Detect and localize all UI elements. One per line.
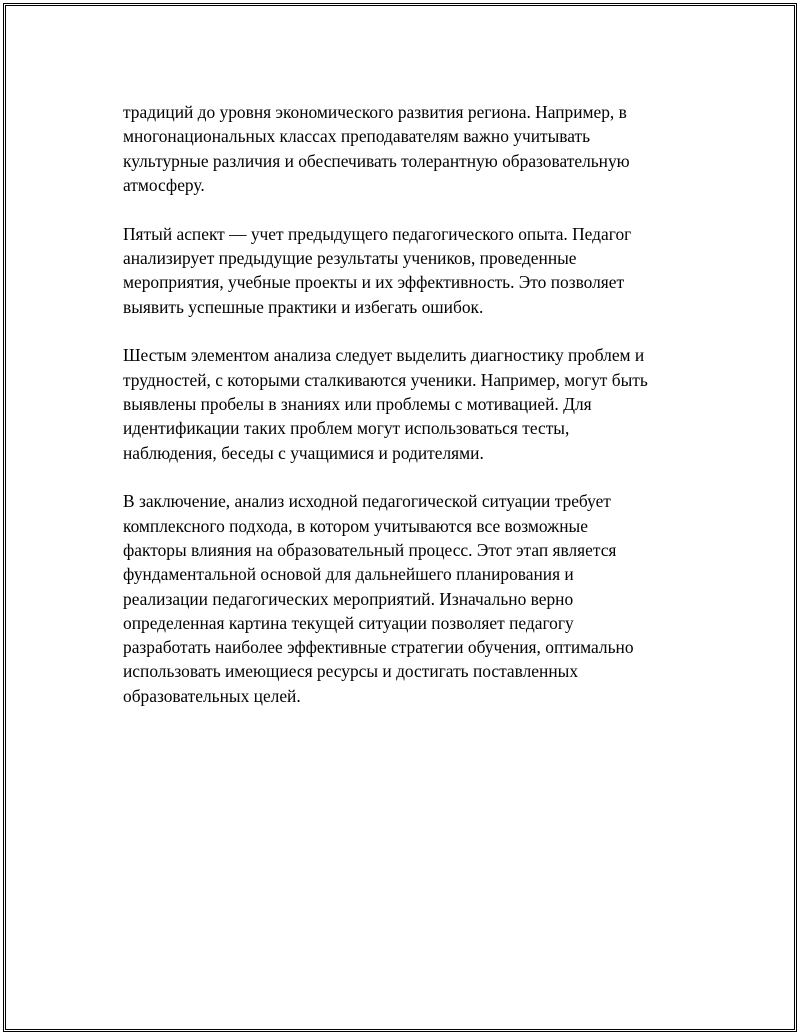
paragraph-4 (123, 489, 693, 708)
text-line: факторы влияния на образовательный процесс. Этот этап является (123, 539, 617, 560)
text-line: культурные различия и обеспечивать толерантную образовательную (123, 150, 630, 171)
text-line: многонациональных классах преподавателям важно учитывать (123, 126, 591, 147)
text-line: комплексного подхода, в котором учитываются все возможные (123, 515, 588, 536)
text-line: идентификации таких проблем могут использоваться тесты, (123, 418, 570, 439)
document-body (123, 100, 693, 733)
text-line: выявлены пробелы в знаниях или проблемы с мотивацией. Для (123, 393, 592, 414)
text-line: Шестым элементом анализа следует выделить диагностику проблем и (123, 345, 645, 366)
text-line: традиций до уровня экономического развития региона. Например, в (123, 102, 627, 122)
paragraph-3 (123, 343, 693, 464)
page-frame (3, 3, 797, 1032)
text-line: образовательных целей. (123, 685, 301, 706)
text-line: В заключение, анализ исходной педагогической ситуации требует (123, 491, 611, 512)
paragraph-1 (123, 100, 693, 197)
text-line: анализирует предыдущие результаты учеников, проведенные (123, 247, 577, 268)
text-line: использовать имеющиеся ресурсы и достигать поставленных (123, 661, 579, 682)
paragraph-2 (123, 222, 693, 319)
text-line: атмосферу. (123, 174, 205, 195)
text-line: фундаментальной основой для дальнейшего планирования и (123, 564, 574, 585)
text-line: выявить успешные практики и избегать ошибок. (123, 296, 484, 317)
text-line: мероприятия, учебные проекты и их эффективность. Это позволяет (123, 272, 625, 293)
text-line: трудностей, с которыми сталкиваются ученики. Например, могут быть (123, 369, 648, 390)
text-line: наблюдения, беседы с учащимися и родителями. (123, 442, 484, 463)
text-line: разработать наиболее эффективные стратегии обучения, оптимально (123, 637, 634, 658)
text-line: определенная картина текущей ситуации позволяет педагогу (123, 612, 574, 633)
text-line: реализации педагогических мероприятий. Изначально верно (123, 588, 574, 609)
text-line: Пятый аспект — учет предыдущего педагогического опыта. Педагог (123, 223, 632, 244)
